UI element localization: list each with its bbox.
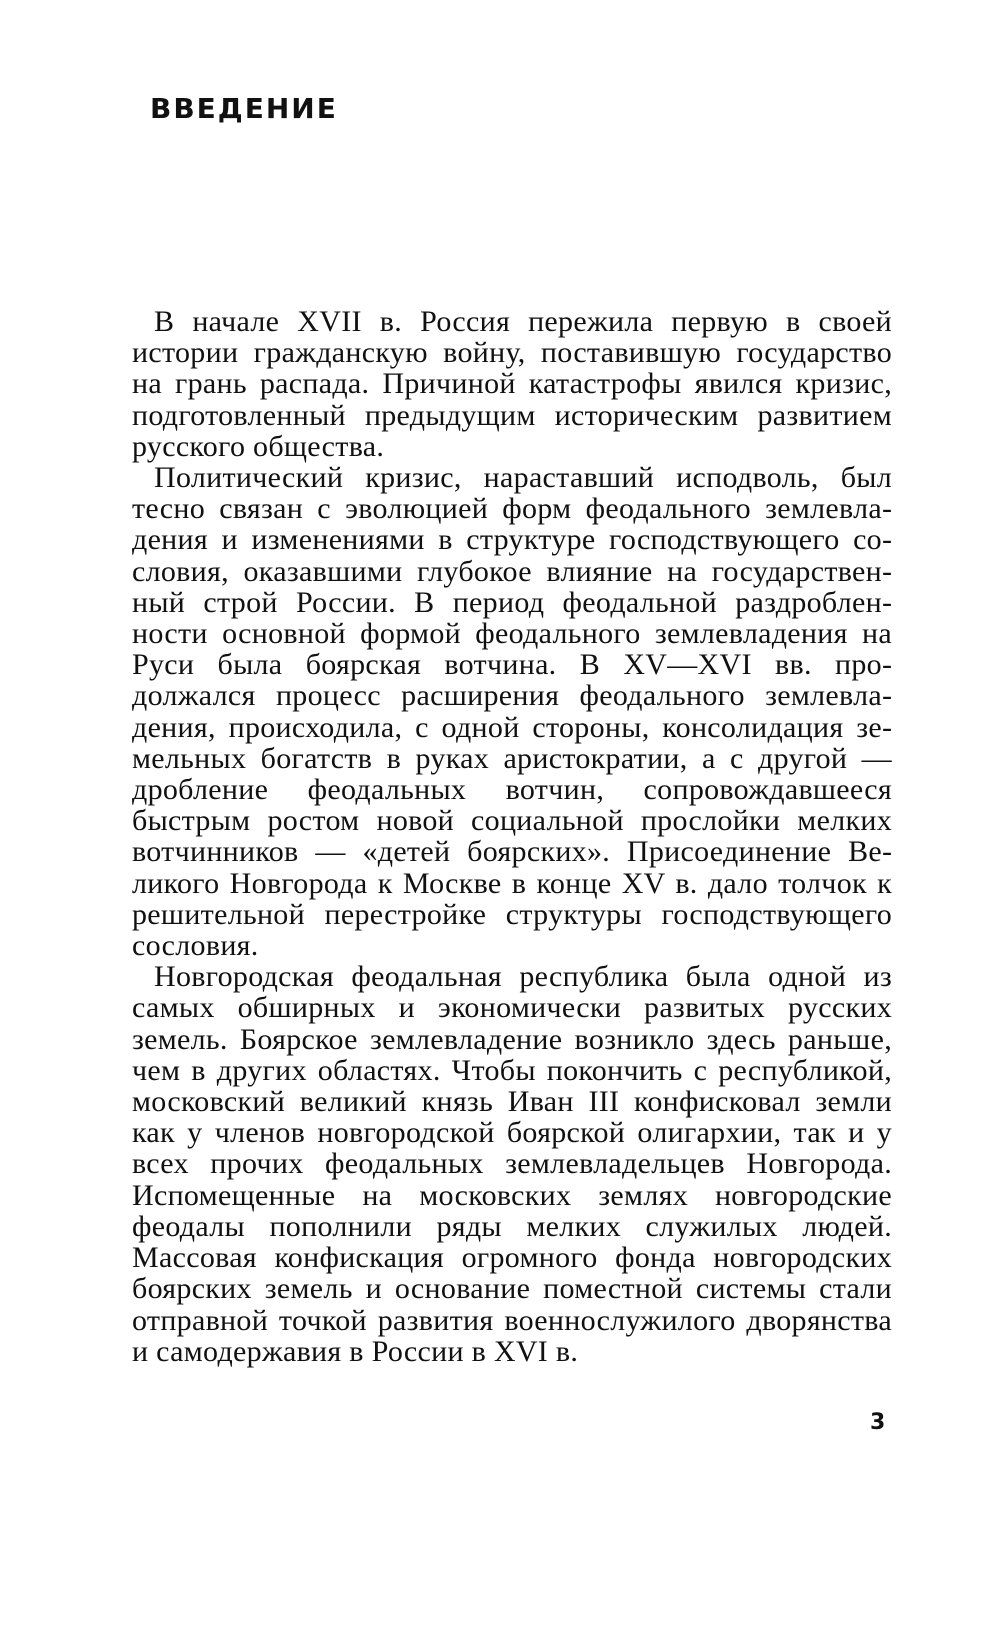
chapter-heading: ВВЕДЕНИЕ [150,92,338,125]
paragraph-3: Новгородская феодальная республика была одной из самых обширных и экономически развитых русских земель. Боярское землевладение возникло здесь раньше, чем в других областях. Чтобы покончить с республикой, московский великий князь Иван III конфисковал земли как у членов новгородской боярской олигархии, так и у всех прочих феодальных землевладельцев Новгорода. Испомещенные на московских землях новгородские феодалы пополнили ряды мелких служилых людей. Массовая конфискация огромного фонда новгородских боярских земель и основание поместной системы стали отправной точкой развития военнослужилого дворянства и самодержавия в России в XVI в. [132,960,892,1368]
paragraph-2: Политический кризис, нараставший исподволь, был тесно связан с эволюцией форм феодального землевладения и изменениями в структуре господствующего сословия, оказавшими глубокое влияние на государственный строй России. В период феодальной раздробленности основной формой феодального землевладения на Руси была боярская вотчина. В XV—XVI вв. продолжался процесс расширения феодального землевладения, происходила, с одной стороны, консолидация земельных богатств в руках аристократии, а с другой — дробление феодальных вотчин, сопровождавшееся быстрым ростом новой социальной прослойки мелких вотчинников — «детей боярских». Присоединение Великого Новгорода к Москве в конце XV в. дало толчок к решительной перестройке структуры господствующего сословия. [132,461,892,963]
paragraph-1: В начале XVII в. Россия пережила первую в своей истории гражданскую войну, поставившую государство на грань распада. Причиной катастрофы явился кризис, подготовленный предыдущим историческим развитием русского общества. [132,305,892,463]
page-number: 3 [870,1410,886,1435]
body-text [132,306,892,1367]
